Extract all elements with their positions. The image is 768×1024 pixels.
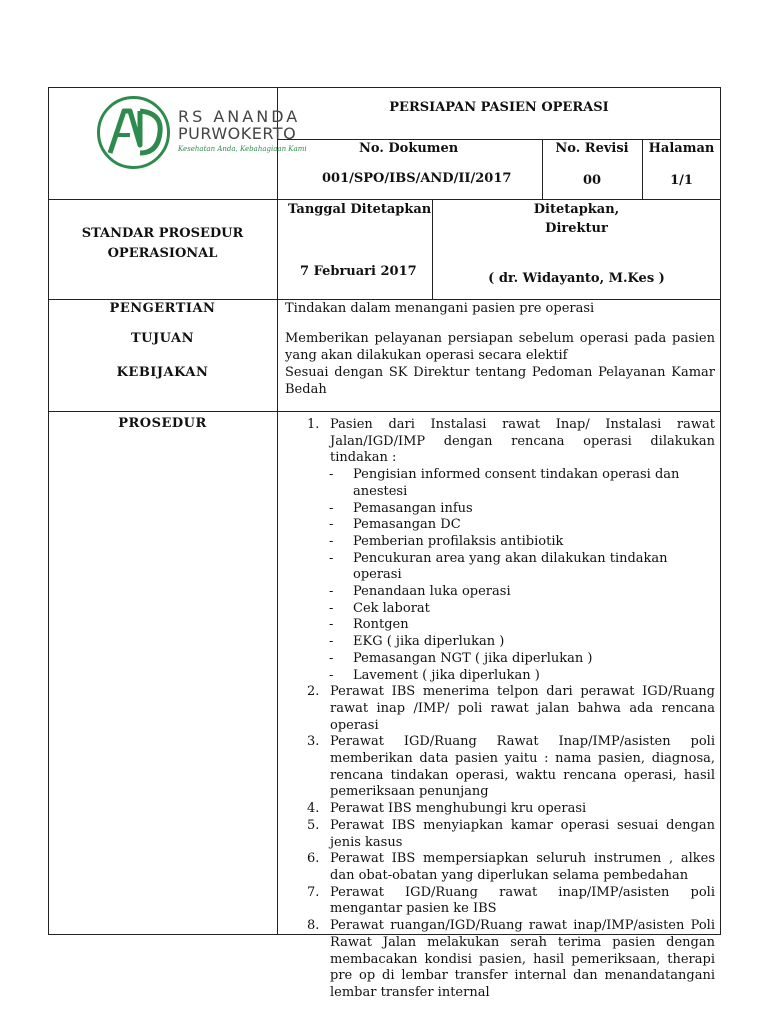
divider-label-column (277, 87, 278, 935)
approved-label: Ditetapkan, (533, 202, 620, 217)
list-item: - Pengisian informed consent tindakan operasi dan anestesi (329, 467, 680, 499)
list-item: 2. Perawat IBS menerima telpon dari perawat IGD/Ruang rawat inap /IMP/ poli rawat jalan bahwa ada rencana operasi (307, 684, 715, 733)
kebijakan-text: Sesuai dengan SK Direktur tentang Pedoman Pelayanan Kamar Bedah (285, 365, 715, 397)
list-item: - Pemberian profilaksis antibiotik (329, 533, 564, 549)
list-item: - Lavement ( jika diperlukan ) (329, 667, 540, 683)
sop-label-line2: OPERASIONAL (107, 246, 218, 261)
logo-name: RS ANANDA (178, 107, 301, 126)
list-item: 3. Perawat IGD/Ruang Rawat Inap/IMP/asisten poli memberikan data pasien yaitu : nama pasien, diagnosa, rencana tindakan operasi, waktu rencana operasi, hasil pemeriksaan penunjang (307, 734, 715, 800)
director-label: Direktur (545, 221, 608, 236)
sop-document (48, 87, 721, 1000)
list-item: - Penandaan luka operasi (329, 584, 511, 600)
tujuan-label: TUJUAN (130, 331, 195, 346)
list-item: 7. Perawat IGD/Ruang rawat inap/IMP/asisten poli mengantar pasien ke IBS (307, 884, 715, 917)
divider-sop (48, 299, 721, 300)
list-item: 4. Perawat IBS menghubungi kru operasi (307, 801, 587, 817)
pengertian-text: Tindakan dalam menangani pasien pre operasi (285, 301, 595, 316)
divider-header (48, 199, 721, 200)
page-label: Halaman (648, 141, 715, 156)
list-item: 5. Perawat IBS menyiapkan kamar operasi sesuai dengan jenis kasus (307, 817, 715, 850)
list-item: - Pencukuran area yang akan dilakukan tindakan operasi (329, 550, 668, 583)
doc-number-label: No. Dokumen (359, 141, 459, 156)
list-item: - Pemasangan DC (329, 517, 461, 533)
table-border-top (48, 87, 721, 88)
list-item: 6. Perawat IBS mempersiapkan seluruh instrumen , alkes dan obat-obatan yang diperlukan selama pembedahan (307, 851, 715, 883)
document-title: PERSIAPAN PASIEN OPERASI (389, 100, 609, 115)
doc-number-value: 001/SPO/IBS/AND/II/2017 (322, 171, 512, 186)
date-value: 7 Februari 2017 (300, 264, 417, 279)
date-label: Tanggal Ditetapkan (288, 202, 432, 217)
list-item: - Pemasangan infus (329, 500, 473, 516)
list-item: - Cek laborat (329, 600, 430, 616)
revision-value: 00 (582, 173, 602, 188)
director-name: ( dr. Widayanto, M.Kes ) (488, 271, 665, 286)
list-item: - Pemasangan NGT ( jika diperlukan ) (329, 650, 593, 666)
revision-label: No. Revisi (555, 141, 629, 156)
logo-city: PURWOKERTO (178, 124, 297, 143)
page-value: 1/1 (670, 173, 693, 188)
list-item: - EKG ( jika diperlukan ) (329, 634, 505, 650)
divider-title (277, 139, 721, 140)
tujuan-text: Memberikan pelayanan persiapan sebelum operasi pada pasien yang akan dilakukan operasi secara elektif (285, 331, 715, 363)
procedure-list (305, 417, 715, 1002)
prosedur-label: PROSEDUR (118, 416, 207, 431)
divider-sections (48, 411, 721, 412)
list-item: 1. Pasien dari Instalasi rawat Inap/ Instalasi rawat Jalan/IGD/IMP dengan rencana operasi dilakukan tindakan : (307, 417, 715, 466)
logo-tagline: Kesehatan Anda, Kebahagiaan Kami (178, 145, 307, 153)
hospital-logo (96, 95, 171, 170)
list-item: 8. Perawat ruangan/IGD/Ruang rawat inap/IMP/asisten Poli Rawat Jalan melakukan serah terima pasien dengan membacakan kondisi pasien, hasil pemeriksaan, therapi pre op di lembar transfer internal dan menandatangani lembar transfer internal (307, 918, 715, 1000)
table-border-left (48, 87, 49, 935)
list-item: - Rontgen (329, 617, 409, 633)
pengertian-label: PENGERTIAN (109, 301, 216, 316)
kebijakan-label: KEBIJAKAN (116, 365, 209, 380)
sop-label-line1: STANDAR PROSEDUR (81, 226, 244, 241)
